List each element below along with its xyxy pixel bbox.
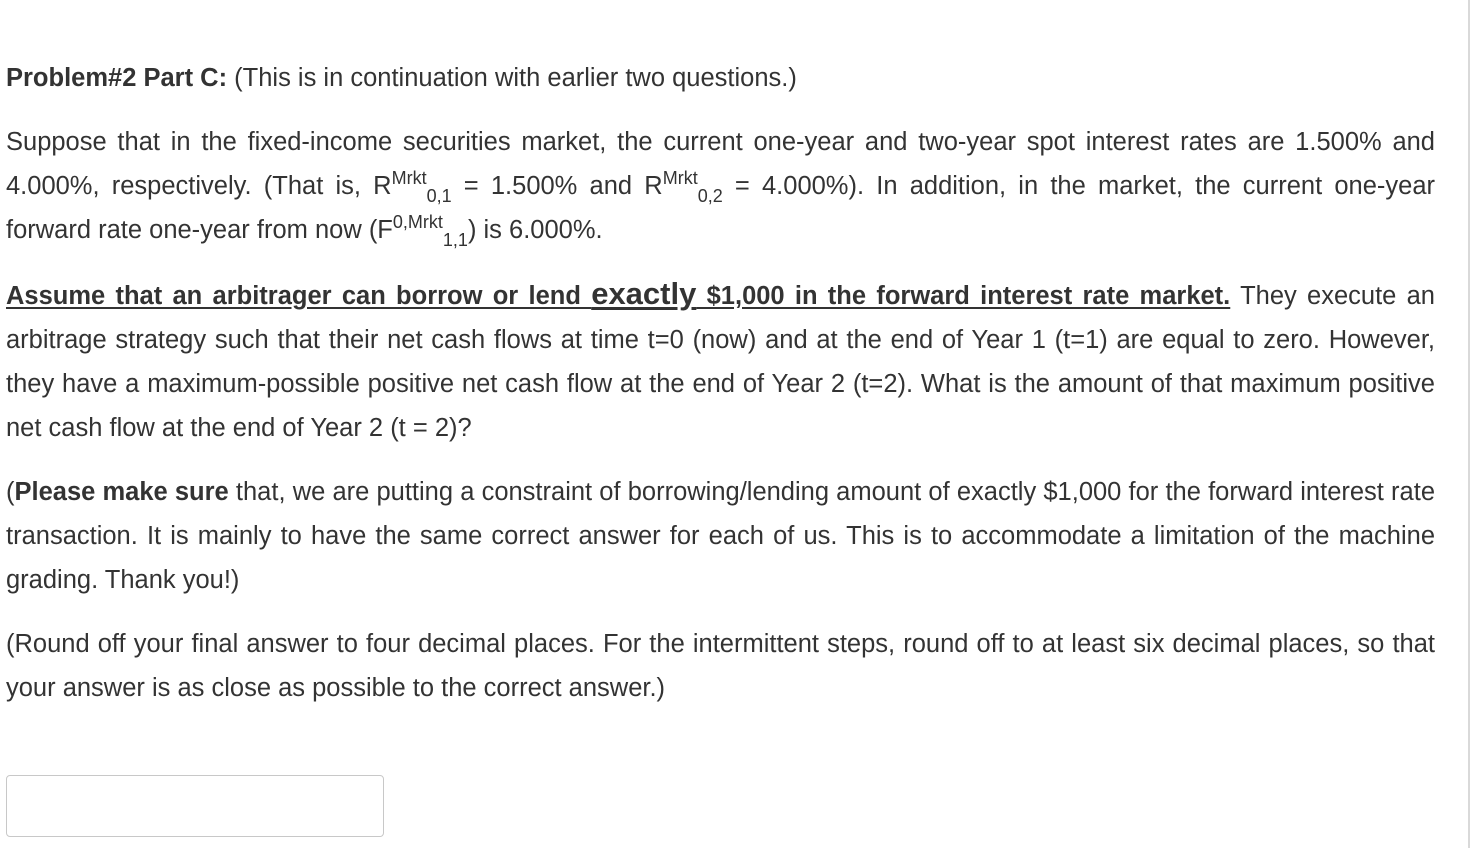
paragraph-arbitrage-question (6, 272, 1435, 450)
p2-underlined-2: $1,000 in the forward interest rate market. (696, 282, 1231, 310)
p1-sub-3: 1,1 (442, 230, 468, 250)
answer-input[interactable] (6, 775, 384, 837)
p1-text-2: = 1.500% and R (451, 172, 663, 200)
p1-sup-1: Mrkt (391, 168, 427, 188)
p2-underlined-1: Assume that an arbitrager can borrow or lend (6, 282, 592, 310)
p1-sub-2: 0,2 (697, 186, 723, 206)
p2-underlined-exactly: exactly (591, 276, 697, 311)
p1-sub-1: 0,1 (426, 186, 452, 206)
p3-open-paren: ( (6, 478, 15, 506)
p1-text-3: = 4.000%). In addition, in the market, the current one-year forward rate one-year from now (F (6, 172, 1435, 244)
p1-text-1: Suppose that in the fixed-income securities market, the current one-year and two-year spot interest rates are 1.500% and 4.000%, respectively. (That is, R (6, 128, 1435, 200)
problem-title (6, 56, 1435, 100)
right-border-divider (1468, 0, 1470, 848)
p1-sup-3: 0,Mrkt (392, 212, 443, 232)
p3-text-rest: that, we are putting a constraint of borrowing/lending amount of exactly $1,000 for the forward interest rate transaction. It is mainly to have the same correct answer for each of us. This is to accommodate a limitation of the machine grading. Thank you!) (6, 478, 1435, 594)
paragraph-rounding-note (6, 622, 1435, 710)
paragraph-market-rates (6, 120, 1435, 252)
problem-title-rest: (This is in continuation with earlier two questions.) (227, 64, 797, 92)
p1-sup-2: Mrkt (662, 168, 698, 188)
p3-bold: Please make sure (14, 478, 229, 506)
p4-text: (Round off your final answer to four decimal places. For the intermittent steps, round off to at least six decimal places, so that your answer is as close as possible to the correct answer.) (6, 630, 1435, 702)
p1-text-4: ) is 6.000%. (467, 216, 603, 244)
problem-title-bold: Problem#2 Part C: (6, 64, 228, 92)
paragraph-constraint-note (6, 470, 1435, 602)
question-body (6, 56, 1435, 730)
p2-text-rest: They execute an arbitrage strategy such that their net cash flows at time t=0 (now) and at the end of Year 1 (t=1) are equal to zero. However, they have a maximum-possible positive net cash flow at the end of Year 2 (t=2). What is the amount of that maximum positive net cash flow at the end of Year 2 (t = 2)? (6, 282, 1435, 442)
